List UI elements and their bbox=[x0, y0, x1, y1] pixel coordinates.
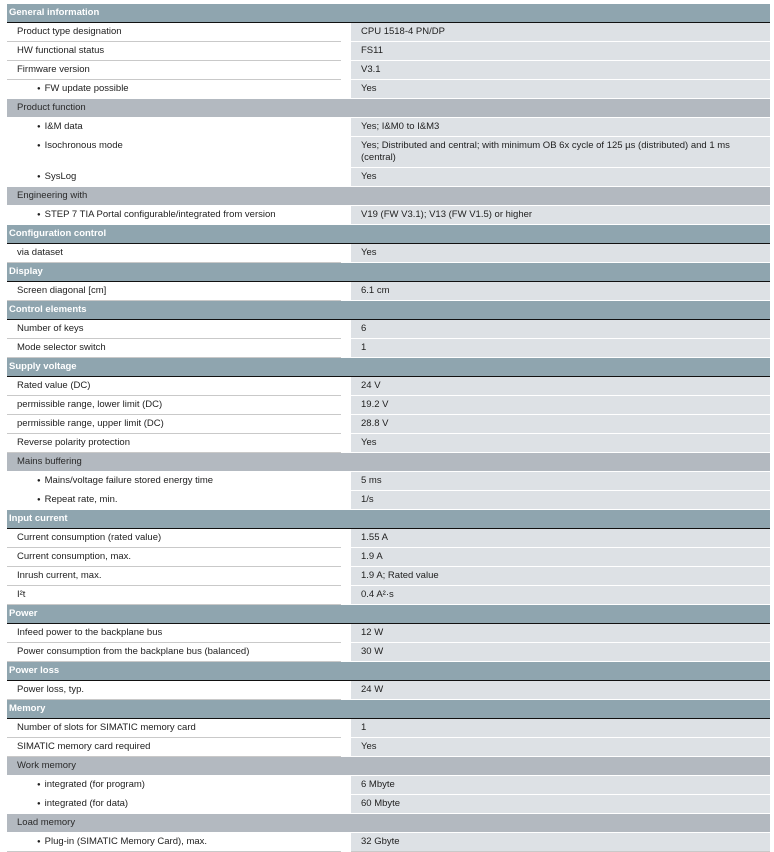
spec-value: Yes bbox=[351, 244, 770, 263]
spec-row bbox=[7, 339, 770, 358]
spec-row bbox=[7, 434, 770, 453]
spec-row bbox=[7, 529, 770, 548]
spec-value: 6 Mbyte bbox=[351, 776, 770, 795]
spec-label: Current consumption (rated value) bbox=[7, 529, 341, 548]
spec-label: ● Repeat rate, min. bbox=[7, 491, 341, 510]
spec-value: Yes; I&M0 to I&M3 bbox=[351, 118, 770, 137]
spec-label: permissible range, lower limit (DC) bbox=[7, 396, 341, 415]
section-header-control-elements: Control elements bbox=[7, 301, 770, 320]
spec-row bbox=[7, 320, 770, 339]
spec-row bbox=[7, 42, 770, 61]
spec-value: 24 V bbox=[351, 377, 770, 396]
spec-label: Infeed power to the backplane bus bbox=[7, 624, 341, 643]
spec-value: 1/s bbox=[351, 491, 770, 510]
spec-label: Current consumption, max. bbox=[7, 548, 341, 567]
spec-row bbox=[7, 415, 770, 434]
spec-value: V3.1 bbox=[351, 61, 770, 80]
spec-label: ● Isochronous mode bbox=[7, 137, 341, 168]
spec-label: Power consumption from the backplane bus (balanced) bbox=[7, 643, 341, 662]
spec-table bbox=[7, 4, 770, 852]
spec-row bbox=[7, 833, 770, 852]
spec-label: Product type designation bbox=[7, 23, 341, 42]
subsection-header: Mains buffering bbox=[7, 453, 770, 472]
section-header-power: Power bbox=[7, 605, 770, 624]
spec-label: Power loss, typ. bbox=[7, 681, 341, 700]
spec-row bbox=[7, 61, 770, 80]
spec-value: 19.2 V bbox=[351, 396, 770, 415]
section-header-general-information: General information bbox=[7, 4, 770, 23]
spec-label: ● SysLog bbox=[7, 168, 341, 187]
spec-label: ● Plug-in (SIMATIC Memory Card), max. bbox=[7, 833, 341, 852]
spec-row bbox=[7, 80, 770, 99]
spec-value: 30 W bbox=[351, 643, 770, 662]
spec-value: 6.1 cm bbox=[351, 282, 770, 301]
spec-value: 1 bbox=[351, 339, 770, 358]
spec-label: ● FW update possible bbox=[7, 80, 341, 99]
subsection-header: Work memory bbox=[7, 757, 770, 776]
spec-value: Yes bbox=[351, 738, 770, 757]
spec-label: HW functional status bbox=[7, 42, 341, 61]
section-header-memory: Memory bbox=[7, 700, 770, 719]
section-header-display: Display bbox=[7, 263, 770, 282]
spec-value: CPU 1518-4 PN/DP bbox=[351, 23, 770, 42]
spec-label: Inrush current, max. bbox=[7, 567, 341, 586]
spec-label: permissible range, upper limit (DC) bbox=[7, 415, 341, 434]
section-header-power-loss: Power loss bbox=[7, 662, 770, 681]
spec-value: Yes bbox=[351, 80, 770, 99]
spec-row bbox=[7, 282, 770, 301]
spec-value: 60 Mbyte bbox=[351, 795, 770, 814]
spec-label: Number of keys bbox=[7, 320, 341, 339]
spec-row bbox=[7, 396, 770, 415]
spec-value: 6 bbox=[351, 320, 770, 339]
section-header-configuration-control: Configuration control bbox=[7, 225, 770, 244]
section-header-input-current: Input current bbox=[7, 510, 770, 529]
spec-label: Mode selector switch bbox=[7, 339, 341, 358]
subsection-header: Product function bbox=[7, 99, 770, 118]
spec-value: 1.55 A bbox=[351, 529, 770, 548]
subsection-header: Load memory bbox=[7, 814, 770, 833]
spec-row bbox=[7, 681, 770, 700]
spec-row bbox=[7, 624, 770, 643]
spec-row bbox=[7, 719, 770, 738]
spec-value: 1.9 A bbox=[351, 548, 770, 567]
spec-label: ● I&M data bbox=[7, 118, 341, 137]
spec-value: Yes bbox=[351, 168, 770, 187]
spec-row bbox=[7, 206, 770, 225]
spec-value: V19 (FW V3.1); V13 (FW V1.5) or higher bbox=[351, 206, 770, 225]
spec-row bbox=[7, 472, 770, 491]
spec-row bbox=[7, 776, 770, 795]
spec-label: ● integrated (for data) bbox=[7, 795, 341, 814]
spec-label: ● Mains/voltage failure stored energy time bbox=[7, 472, 341, 491]
spec-label: I²t bbox=[7, 586, 341, 605]
spec-row bbox=[7, 586, 770, 605]
spec-label: SIMATIC memory card required bbox=[7, 738, 341, 757]
spec-value: 24 W bbox=[351, 681, 770, 700]
spec-label: Number of slots for SIMATIC memory card bbox=[7, 719, 341, 738]
spec-label: ● integrated (for program) bbox=[7, 776, 341, 795]
spec-value: 28.8 V bbox=[351, 415, 770, 434]
spec-value: 5 ms bbox=[351, 472, 770, 491]
subsection-header: Engineering with bbox=[7, 187, 770, 206]
section-header-supply-voltage: Supply voltage bbox=[7, 358, 770, 377]
spec-label: Firmware version bbox=[7, 61, 341, 80]
spec-label: ● STEP 7 TIA Portal configurable/integrated from version bbox=[7, 206, 341, 225]
spec-value: Yes bbox=[351, 434, 770, 453]
spec-row bbox=[7, 137, 770, 168]
spec-row bbox=[7, 567, 770, 586]
spec-label: Reverse polarity protection bbox=[7, 434, 341, 453]
spec-row bbox=[7, 795, 770, 814]
spec-row bbox=[7, 244, 770, 263]
spec-value: Yes; Distributed and central; with minimum OB 6x cycle of 125 µs (distributed) and 1 ms (central) bbox=[351, 137, 770, 168]
spec-value: FS11 bbox=[351, 42, 770, 61]
spec-row bbox=[7, 548, 770, 567]
spec-row bbox=[7, 738, 770, 757]
spec-row bbox=[7, 491, 770, 510]
spec-value: 0.4 A²·s bbox=[351, 586, 770, 605]
spec-label: Screen diagonal [cm] bbox=[7, 282, 341, 301]
spec-value: 32 Gbyte bbox=[351, 833, 770, 852]
spec-row bbox=[7, 643, 770, 662]
spec-row bbox=[7, 23, 770, 42]
spec-row bbox=[7, 118, 770, 137]
spec-row bbox=[7, 377, 770, 396]
spec-row bbox=[7, 168, 770, 187]
spec-value: 1 bbox=[351, 719, 770, 738]
spec-label: Rated value (DC) bbox=[7, 377, 341, 396]
spec-label: via dataset bbox=[7, 244, 341, 263]
spec-value: 1.9 A; Rated value bbox=[351, 567, 770, 586]
spec-value: 12 W bbox=[351, 624, 770, 643]
